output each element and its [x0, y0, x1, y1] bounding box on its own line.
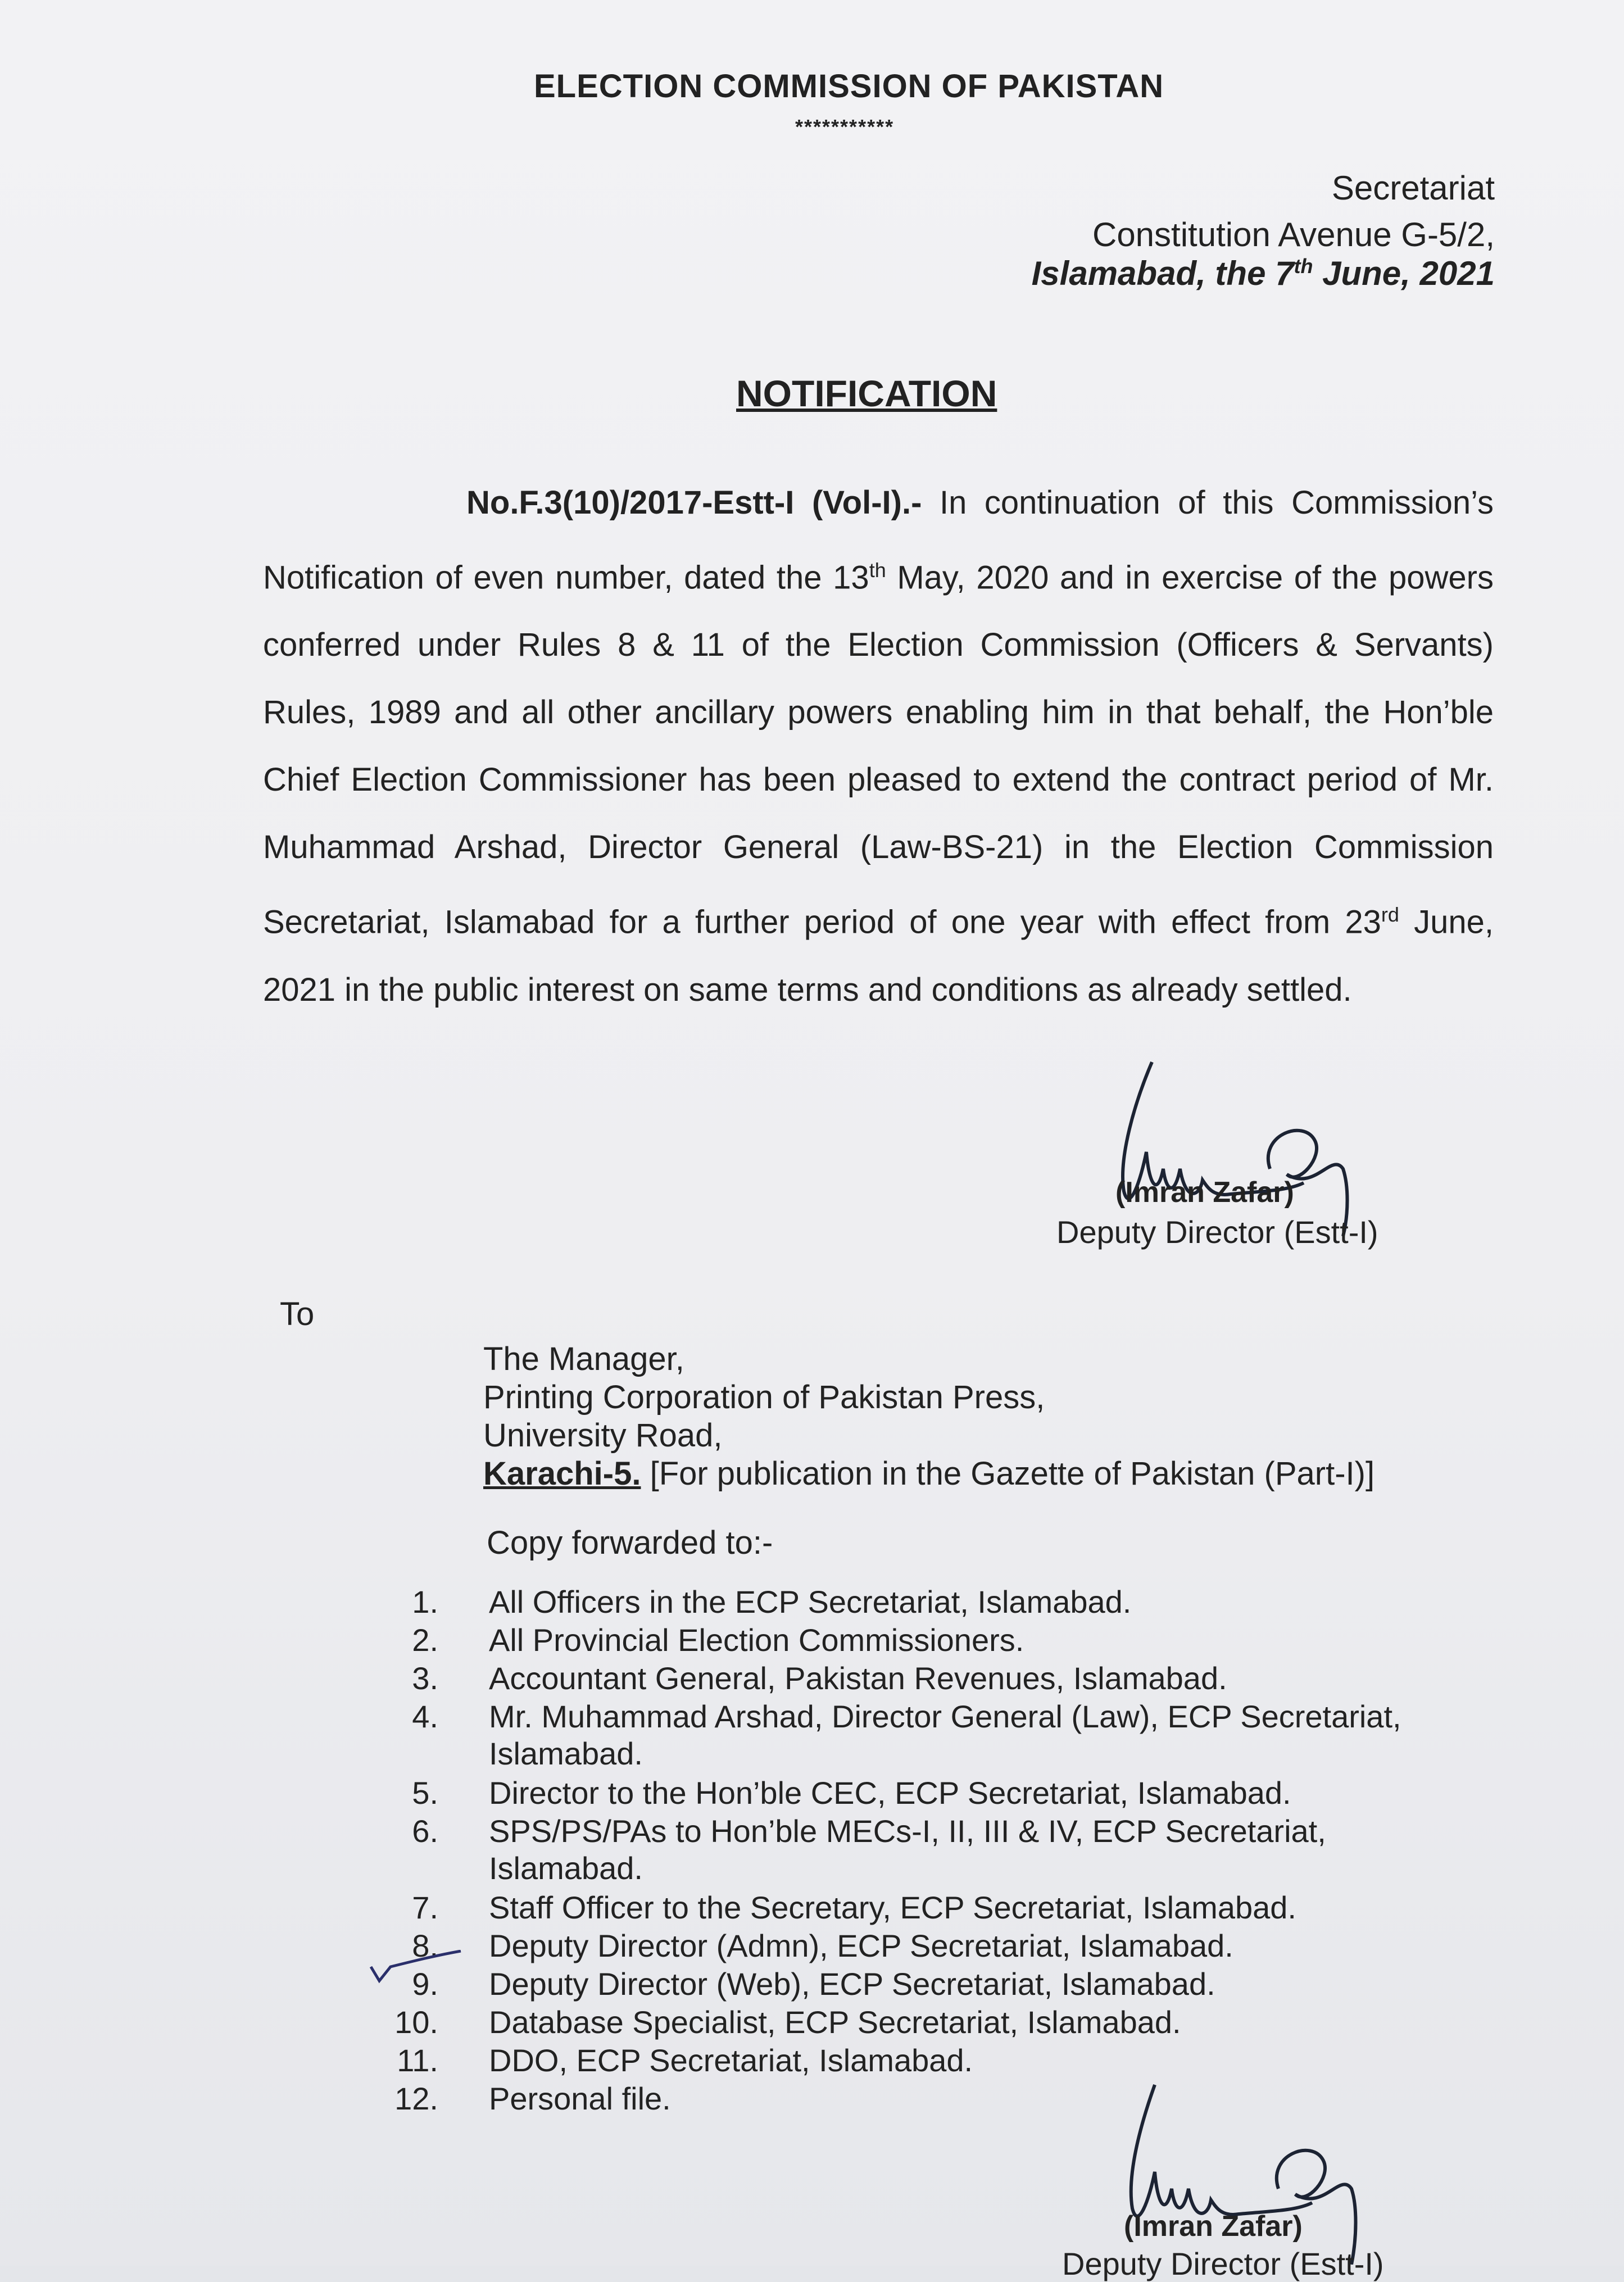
recipient-note: [For publication in the Gazette of Pakistan (Part-I)] — [641, 1455, 1375, 1492]
item-number: 2. — [412, 1622, 438, 1658]
copy-forwarded-label: Copy forwarded to:- — [487, 1525, 773, 1561]
handwritten-tick-mark — [368, 1950, 464, 1989]
signatory-name-2: (Imran Zafar) — [1124, 2210, 1303, 2243]
item-text: All Officers in the ECP Secretariat, Islamabad. — [489, 1584, 1132, 1619]
designation-block-2 — [1062, 2245, 1384, 2282]
body-part-1: In continuation of this Commission’s Notification of even number, dated the 13 — [263, 484, 1494, 596]
address-line-1: Secretariat — [1331, 169, 1495, 207]
item-number: 10. — [394, 2004, 438, 2040]
signature-block-1 — [1115, 1176, 1294, 1209]
item-text: Personal file. — [489, 2081, 671, 2116]
item-text: Deputy Director (Admn), ECP Secretariat, Islamabad. — [489, 1928, 1233, 1963]
recipient-line-2: Printing Corporation of Pakistan Press, — [483, 1379, 1045, 1416]
item-text: DDO, ECP Secretariat, Islamabad. — [489, 2043, 973, 2078]
signature-block-2 — [1124, 2210, 1303, 2243]
item-text-continued: Islamabad. — [489, 1736, 643, 1771]
item-text: Deputy Director (Web), ECP Secretariat, Islamabad. — [489, 1966, 1215, 2002]
body-sup-1: th — [869, 559, 886, 582]
item-number: 1. — [412, 1584, 438, 1619]
to-label: To — [280, 1296, 315, 1332]
item-text-continued: Islamabad. — [489, 1850, 643, 1886]
notification-title: NOTIFICATION — [736, 373, 997, 414]
recipient-line-3: University Road, — [483, 1417, 723, 1454]
signatory-designation-2: Deputy Director (Estt-I) — [1062, 2246, 1384, 2281]
item-number: 7. — [412, 1890, 438, 1925]
item-number: 12. — [394, 2081, 438, 2116]
recipient-city: Karachi-5. — [483, 1455, 641, 1492]
recipient-line-1: The Manager, — [483, 1341, 684, 1377]
body-part-2: May, 2020 and in exercise of the powers conferred under Rules 8 & 11 of the Election Commission (Officers & Servants) Rules, 1989 and all other ancillary powers enabling him in that behalf, the Hon’ble Chief Election Commissioner has been pleased to extend the contract period of Mr. Muhammad Arshad, Director General (Law-BS-21) in the Election Commission Secretariat, Islamabad for a further period of one year with effect from 23 — [263, 559, 1494, 941]
item-text: Accountant General, Pakistan Revenues, Islamabad. — [489, 1661, 1227, 1696]
item-number: 6. — [412, 1813, 438, 1849]
body-sup-2: rd — [1381, 903, 1399, 927]
item-number: 4. — [412, 1699, 438, 1734]
body-part-3: June, 2021 in the public interest on same terms and conditions as already settled. — [263, 904, 1494, 1008]
item-text: All Provincial Election Commissioners. — [489, 1622, 1024, 1658]
item-text: Director to the Hon’ble CEC, ECP Secretariat, Islamabad. — [489, 1775, 1291, 1811]
date-suffix: June, 2021 — [1313, 255, 1495, 292]
item-text: Staff Officer to the Secretary, ECP Secretariat, Islamabad. — [489, 1890, 1296, 1925]
designation-block-1 — [1056, 1214, 1378, 1250]
item-number: 5. — [412, 1775, 438, 1811]
item-number: 9. — [412, 1966, 438, 2002]
recipient-line-4 — [483, 1455, 1374, 1492]
item-number: 3. — [412, 1661, 438, 1696]
date-prefix: Islamabad, the 7 — [1031, 255, 1294, 292]
date-sup: th — [1294, 255, 1313, 278]
item-text: SPS/PS/PAs to Hon’ble MECs-I, II, III & IV, ECP Secretariat, — [489, 1813, 1326, 1849]
item-number: 8. — [412, 1928, 438, 1963]
signatory-designation-1: Deputy Director (Estt-I) — [1056, 1214, 1378, 1250]
item-text: Mr. Muhammad Arshad, Director General (Law), ECP Secretariat, — [489, 1699, 1401, 1734]
date-line — [1032, 254, 1495, 293]
item-number: 11. — [397, 2043, 438, 2078]
address-line-2: Constitution Avenue G-5/2, — [1092, 216, 1495, 253]
heading-stars: *********** — [795, 115, 895, 138]
reference-number: No.F.3(10)/2017-Estt-I (Vol-I).- — [466, 484, 922, 521]
organization-heading: ELECTION COMMISSION OF PAKISTAN — [534, 68, 1164, 105]
item-text: Database Specialist, ECP Secretariat, Islamabad. — [489, 2004, 1181, 2040]
notification-body — [263, 469, 1494, 1024]
signatory-name-1: (Imran Zafar) — [1115, 1176, 1294, 1209]
